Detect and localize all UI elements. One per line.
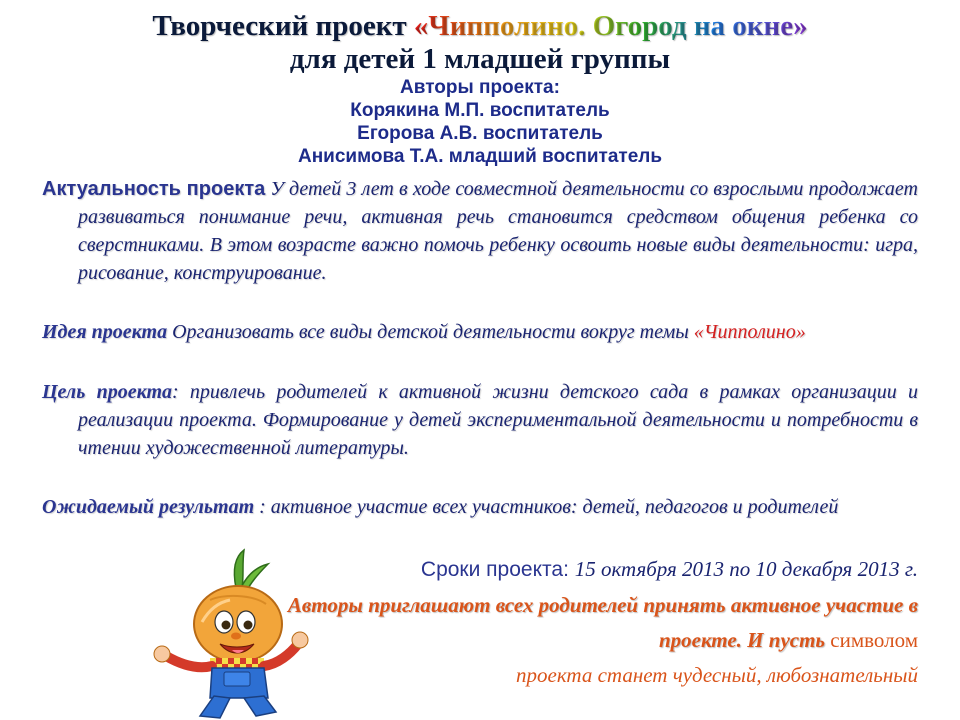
goal-text: : привлечь родителей к активной жизни детского сада в рамках организации и реализации проекта. Формирование у детей экспериментальной деятельности и потребности в чтении художественной литературы. bbox=[78, 381, 918, 459]
invite-text bbox=[278, 588, 918, 693]
relevance-label: Актуальность проекта bbox=[42, 178, 266, 200]
project-subtitle: для детей 1 младшей группы bbox=[289, 43, 671, 75]
author-1: Корякина М.П. воспитатель bbox=[350, 100, 610, 121]
idea-label: Идея проекта bbox=[42, 321, 168, 343]
author-3: Анисимова Т.А. младший воспитатель bbox=[297, 146, 663, 167]
relevance-text: У детей 3 лет в ходе совместной деятельности со взрослыми продолжает развиваться понимание речи, активная речь становится средством общения ребенка со сверстниками. В этом возрасте важно помочь ребенку освоить новые виды деятельности: игра, рисование, конструирование. bbox=[78, 178, 918, 284]
idea-section bbox=[42, 318, 918, 346]
deadline bbox=[421, 555, 918, 584]
onion-boy-mascot-icon bbox=[140, 548, 320, 720]
deadline-value: 15 октября 2013 по 10 декабря 2013 г. bbox=[574, 557, 918, 581]
relevance-section bbox=[42, 175, 918, 287]
invite-bold: Авторы приглашают всех родителей принять активное участие в проекте. И пусть bbox=[287, 593, 918, 652]
result-text: : активное участие всех участников: детей, педагогов и родителей bbox=[254, 496, 839, 518]
authors-heading: Авторы проекта: bbox=[400, 77, 560, 98]
invite-last-line: проекта станет чудесный, любознательный bbox=[516, 663, 918, 687]
result-label: Ожидаемый результат bbox=[42, 496, 255, 518]
goal-section bbox=[42, 378, 918, 462]
title-prefix: Творческий проект bbox=[152, 10, 414, 42]
invite-plain: символом bbox=[825, 628, 918, 652]
authors-block bbox=[0, 76, 960, 168]
author-2: Егорова А.В. воспитатель bbox=[357, 123, 603, 144]
idea-text: Организовать все виды детской деятельности вокруг темы bbox=[167, 321, 694, 343]
deadline-label: Сроки проекта: bbox=[420, 558, 575, 581]
project-title bbox=[0, 8, 960, 44]
goal-label: Цель проекта bbox=[42, 381, 173, 403]
result-section bbox=[42, 493, 918, 521]
idea-highlight: «Чипполино» bbox=[693, 321, 806, 343]
title-highlight: «Чипполино. Огород на окне» bbox=[413, 10, 808, 42]
